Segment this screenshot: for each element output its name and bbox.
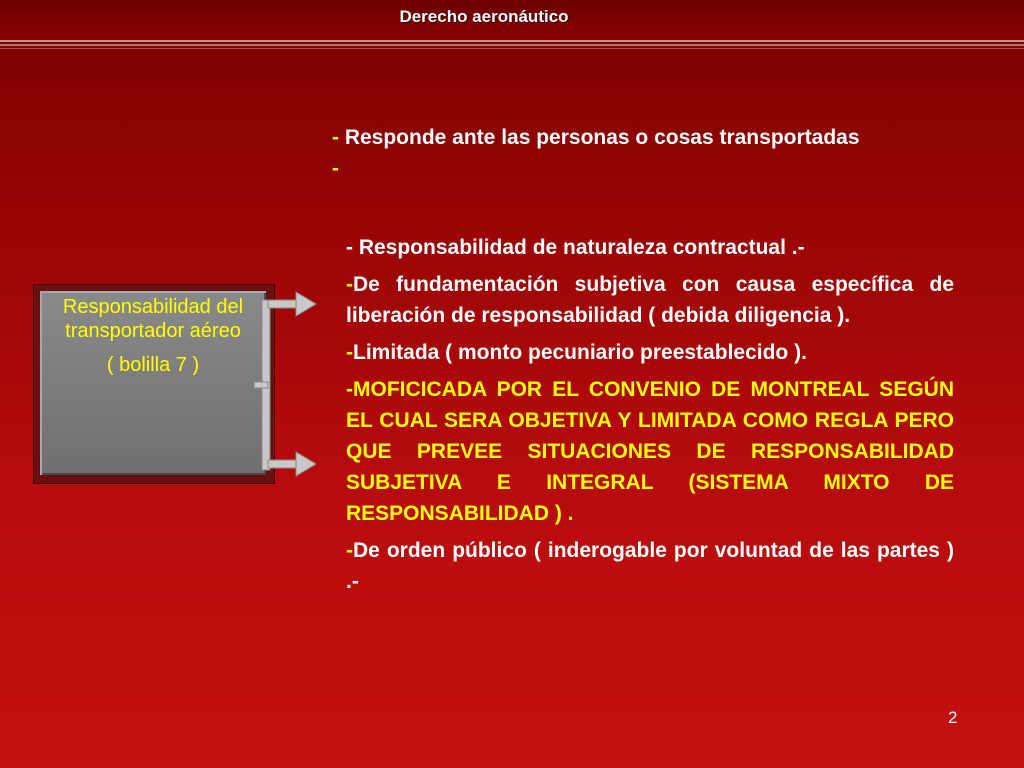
topic-title: Responsabilidad del transportador aéreo xyxy=(62,296,244,342)
header-divider-line xyxy=(0,40,1024,42)
bullet-item: -De fundamentación subjetiva con causa específica de liberación de responsabilidad ( debida diligencia ). xyxy=(346,273,954,327)
header-bar xyxy=(0,0,1024,38)
bullet-item: -De orden público ( inderogable por voluntad de las partes ) .- xyxy=(346,539,954,593)
bullet-item: -MOFICICADA POR EL CONVENIO DE MONTREAL SEGÚN EL CUAL SERA OBJETIVA Y LIMITADA COMO REGLA PERO QUE PREVEE SITUACIONES DE RESPONSABILIDAD SUBJETIVA E INTEGRAL (SISTEMA MIXTO DE RESPONSABILIDAD ) . xyxy=(346,378,954,525)
header-divider-line xyxy=(0,48,1024,49)
main-statement: - Responde ante las personas o cosas transportadas - xyxy=(332,126,860,180)
header-divider-line xyxy=(0,44,1024,46)
arrow-bottom-shaft xyxy=(268,460,298,468)
arrow-right-icon xyxy=(296,292,316,316)
bullet-list xyxy=(332,269,954,597)
header-title: Derecho aeronáutico xyxy=(399,7,569,26)
arrow-top-shaft xyxy=(268,300,298,308)
topic-box xyxy=(40,291,266,475)
arrow-right-icon xyxy=(296,452,316,476)
page-number: 2 xyxy=(948,708,958,727)
contract-line: - Responsabilidad de naturaleza contractual .- xyxy=(346,236,805,259)
bullet-item: -Limitada ( monto pecuniario preestablecido ). xyxy=(346,341,807,364)
connector-arrows xyxy=(254,290,324,480)
content-block xyxy=(332,122,954,597)
connector-stub xyxy=(254,382,268,388)
topic-subtitle: ( bolilla 7 ) xyxy=(106,354,200,376)
